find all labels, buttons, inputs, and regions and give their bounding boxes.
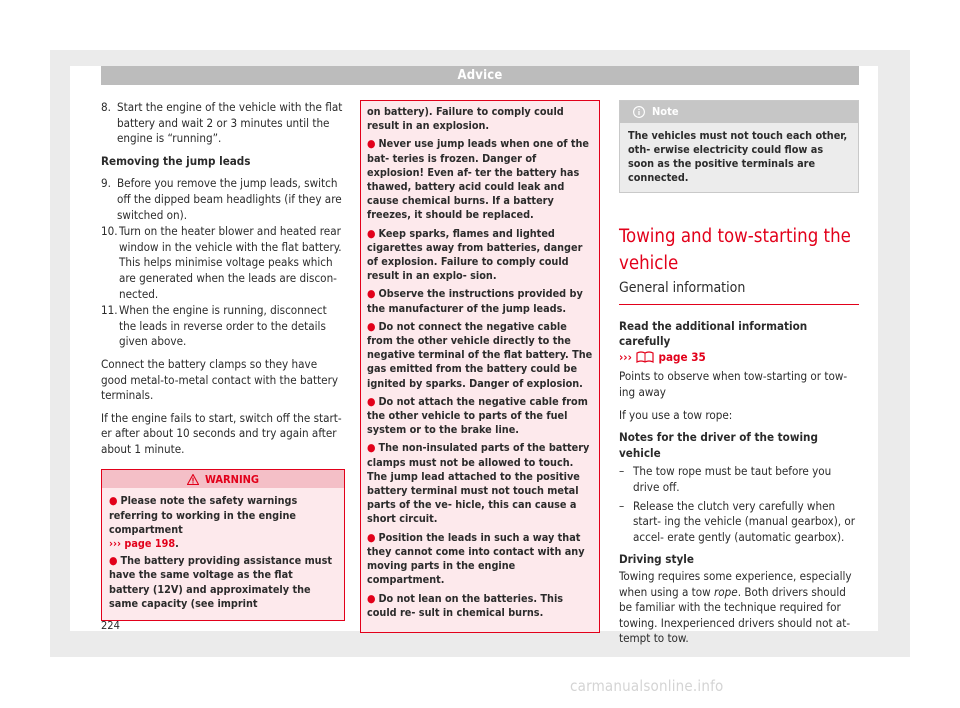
warning-header	[102, 470, 344, 488]
warning-item: ● Position the leads in such a way that they cannot come into contact with any moving parts in the engine compartment.	[367, 530, 585, 587]
step-8: 8. Start the engine of the vehicle with the flat battery and wait 2 or 3 minutes until the engine is “running”.	[101, 100, 343, 146]
paragraph-points: Points to observe when tow-starting or tow- ing away	[619, 369, 848, 399]
removing-heading: Removing the jump leads	[101, 153, 251, 168]
warning-item: ● Do not connect the negative cable from the other vehicle directly to the negative terminal of the flat battery. The gas emitted from the battery could be ignited by sparks. Danger of explosion.	[367, 319, 593, 390]
warning-continuation: on battery). Failure to comply could result in an explosion.	[367, 105, 564, 133]
column-2	[360, 100, 600, 633]
section-header: Advice	[101, 66, 859, 85]
warning-item: ● Do not lean on the batteries. This could re- sult in chemical burns.	[367, 591, 564, 619]
warning-triangle-icon	[187, 474, 199, 485]
paragraph-engine-fails: If the engine fails to start, switch off the start- er after about 10 seconds and try again after about 1 minute.	[101, 410, 342, 456]
paragraph-rope: If you use a tow rope:	[619, 407, 733, 422]
page-ref-link[interactable]: ››› page 198	[109, 537, 176, 551]
list-item: – The tow rope must be taut before you drive off.	[619, 464, 832, 494]
column-3	[619, 100, 859, 654]
driving-heading: Driving style	[619, 552, 694, 567]
warning-item: ● Keep sparks, flames and lighted cigarettes away from batteries, danger of explosion. Failure to comply could result in an explo- sion.	[367, 226, 583, 283]
paragraph-driving: Towing requires some experience, especially when using a tow rope. Both drivers should be familiar with the technique required for towing. Inexperienced drivers should not at- tempt to tow.	[619, 568, 852, 646]
paragraph-clamps: Connect the battery clamps so they have good metal-to-metal contact with the battery terminals.	[101, 356, 339, 403]
warning-item: ● Observe the instructions provided by the manufacturer of the jump leads.	[367, 287, 583, 315]
subsection-title: General information	[619, 281, 859, 305]
step-10: 10. Turn on the heater blower and heated rear window in the vehicle with the flat battery. This helps minimise voltage peaks which are generated when the leads are discon- nected.	[101, 224, 342, 301]
warning-box-continued	[360, 100, 600, 633]
step-9: 9. Before you remove the jump leads, switch off the dipped beam headlights (if they are switched on).	[101, 176, 342, 222]
warning-item: ● Never use jump leads when one of the bat- teries is frozen. Danger of explosion! Even af- ter the battery has thawed, battery acid could leak and cause chemical burns. If a battery freezes, it should be replaced.	[367, 137, 590, 222]
warning-box	[101, 469, 345, 621]
page-ref-link[interactable]: page 35	[658, 349, 706, 364]
list-item: – Release the clutch very carefully when start- ing the vehicle (manual gearbox), or accel- erate gently (automatic gearbox).	[619, 498, 856, 544]
book-icon	[635, 350, 655, 363]
note-text: The vehicles must not touch each other, oth- erwise electricity could flow as soon as the positive terminals are connected.	[628, 129, 848, 184]
read-info: Read the additional information carefully ››› page 35	[619, 318, 808, 364]
page-number: 224	[101, 619, 120, 632]
step-11: 11. When the engine is running, disconnect the leads in reverse order to the details given above.	[101, 303, 327, 349]
warning-item: ● The non-insulated parts of the battery clamps must not be allowed to touch. The jump lead attached to the positive battery terminal must not touch metal parts of the ve- hicle, this can cause a short circuit.	[367, 441, 590, 526]
info-icon	[633, 106, 645, 118]
note-header	[620, 101, 858, 123]
section-title: Towing and tow-starting the vehicle	[619, 226, 851, 274]
warning-label: WARNING	[204, 472, 260, 486]
column-1	[101, 100, 345, 621]
warning-item: ● Please note the safety warnings referring to working in the engine compartment ››› page 198.	[109, 494, 298, 551]
warning-body	[102, 488, 344, 620]
warning-item: ● The battery providing assistance must have the same voltage as the flat battery (12V) and approximately the same capacity (see imprint	[109, 554, 333, 610]
notes-heading: Notes for the driver of the towing vehicle	[619, 430, 818, 460]
warning-item: ● Do not attach the negative cable from the other vehicle to parts of the fuel system or to the brake line.	[367, 394, 588, 437]
ref-arrows: ›››	[619, 349, 632, 364]
note-label: Note	[652, 105, 679, 119]
watermark: carmanualsonline.info	[570, 677, 724, 695]
note-box	[619, 100, 859, 193]
